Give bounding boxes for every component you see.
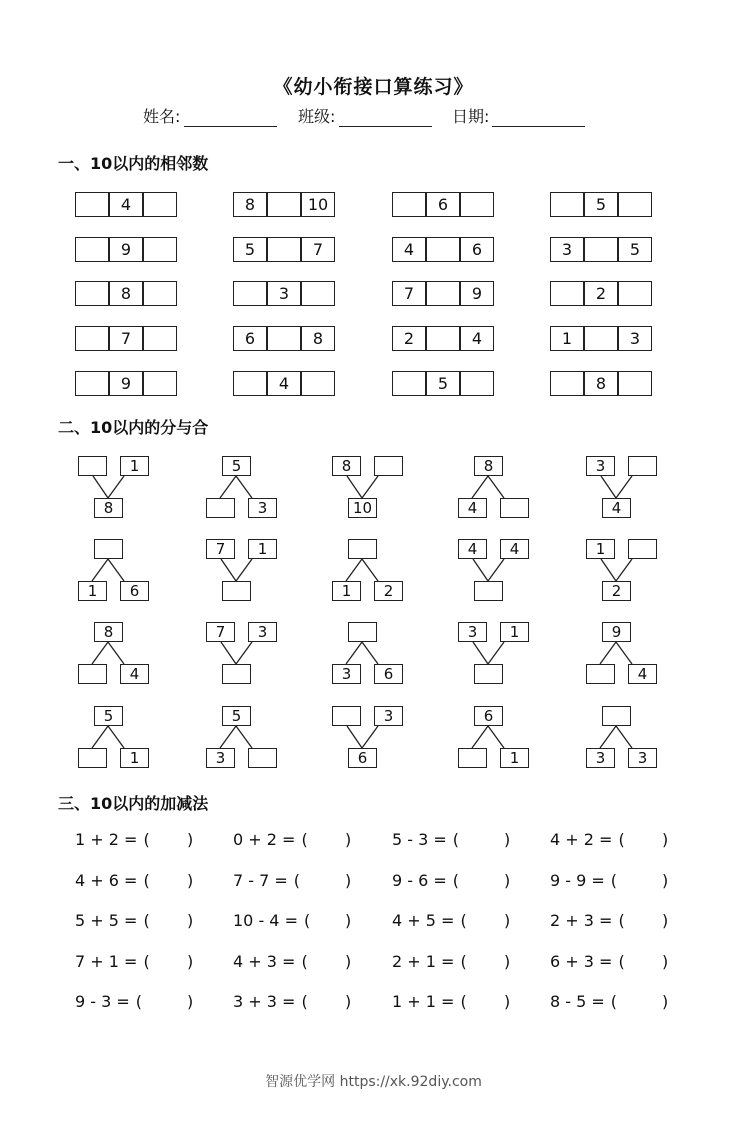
equation-item <box>75 952 197 974</box>
answer-box[interactable] <box>500 498 529 518</box>
connector-line <box>92 642 108 664</box>
equation-item <box>392 871 514 893</box>
number-bond <box>78 622 138 684</box>
part-box: 3 <box>628 748 657 768</box>
number-box: 4 <box>267 371 301 396</box>
open-paren: ( <box>460 952 467 971</box>
number-box: 2 <box>392 326 426 351</box>
number-bond <box>586 456 646 518</box>
answer-box[interactable] <box>618 281 652 306</box>
adjacent-number-group <box>233 237 335 262</box>
number-box: 9 <box>109 371 143 396</box>
date-label: 日期: <box>452 107 490 126</box>
answer-box[interactable] <box>143 192 177 217</box>
connector-line <box>600 642 616 664</box>
connector-line <box>362 476 378 498</box>
equation-text: 1 + 2 = ( <box>75 830 150 849</box>
total-box: 10 <box>348 498 377 518</box>
answer-box[interactable] <box>222 581 251 601</box>
answer-box[interactable] <box>267 237 301 262</box>
answer-box[interactable] <box>584 237 618 262</box>
number-box: 1 <box>550 326 584 351</box>
open-paren: ( <box>143 830 150 849</box>
close-paren: ) <box>504 871 511 890</box>
answer-box[interactable] <box>75 237 109 262</box>
connector-line <box>616 726 632 748</box>
close-paren: ) <box>504 952 511 971</box>
number-box: 3 <box>550 237 584 262</box>
part-box: 3 <box>332 664 361 684</box>
answer-box[interactable] <box>474 664 503 684</box>
equation-item <box>233 871 355 893</box>
number-box: 8 <box>301 326 335 351</box>
equation-item <box>75 911 197 933</box>
answer-box[interactable] <box>332 706 361 726</box>
connector-line <box>108 559 124 581</box>
equation-text: 5 - 3 = ( <box>392 830 460 849</box>
number-bond <box>586 706 646 768</box>
connector-line <box>616 476 632 498</box>
answer-box[interactable] <box>143 237 177 262</box>
total-box: 9 <box>602 622 631 642</box>
close-paren: ) <box>662 871 669 890</box>
open-paren: ( <box>610 992 618 1011</box>
equation-item <box>550 871 672 893</box>
equation-text: 4 + 2 = ( <box>550 830 625 849</box>
open-paren: ( <box>301 952 308 971</box>
connector-line <box>221 642 236 664</box>
close-paren: ) <box>504 992 511 1011</box>
total-box: 2 <box>602 581 631 601</box>
part-box: 1 <box>78 581 107 601</box>
number-bond <box>206 706 266 768</box>
equation-text: 8 - 5 = ( <box>550 992 618 1011</box>
connector-line <box>472 726 488 748</box>
part-box: 4 <box>458 498 487 518</box>
number-bond <box>78 706 138 768</box>
open-paren: ( <box>460 992 467 1011</box>
connector-line <box>347 476 362 498</box>
number-bond <box>206 456 266 518</box>
connector-line <box>220 476 236 498</box>
number-box: 7 <box>301 237 335 262</box>
equation-text: 9 - 3 = ( <box>75 992 143 1011</box>
adjacent-number-group <box>392 281 494 306</box>
part-box: 3 <box>458 622 487 642</box>
answer-box[interactable] <box>143 326 177 351</box>
equation-item <box>233 911 355 933</box>
part-box: 6 <box>120 581 149 601</box>
equation-item <box>75 830 197 852</box>
open-paren: ( <box>618 830 625 849</box>
connector-line <box>108 642 124 664</box>
answer-box[interactable] <box>301 371 335 396</box>
adjacent-number-group <box>392 371 494 396</box>
connector-line <box>236 559 252 581</box>
footer-watermark: 智源优学网 https://xk.92diy.com <box>265 1074 482 1090</box>
close-paren: ) <box>187 952 194 971</box>
connector-line <box>346 559 362 581</box>
part-box: 4 <box>120 664 149 684</box>
close-paren: ) <box>662 830 669 849</box>
number-box: 7 <box>109 326 143 351</box>
close-paren: ) <box>345 992 352 1011</box>
total-box: 4 <box>602 498 631 518</box>
adjacent-number-group <box>75 192 177 217</box>
part-box: 6 <box>374 664 403 684</box>
connector-line <box>472 476 488 498</box>
connector-line <box>108 726 124 748</box>
connector-line <box>236 642 252 664</box>
number-bond <box>458 539 518 601</box>
connector-line <box>601 476 616 498</box>
answer-box[interactable] <box>206 498 235 518</box>
number-box: 7 <box>392 281 426 306</box>
student-info-row <box>0 104 747 130</box>
part-box: 1 <box>120 456 149 476</box>
answer-box[interactable] <box>460 192 494 217</box>
equation-item <box>550 992 672 1014</box>
answer-box[interactable] <box>618 371 652 396</box>
part-box: 3 <box>586 456 615 476</box>
number-bond <box>458 456 518 518</box>
open-paren: ( <box>452 830 460 849</box>
part-box: 1 <box>500 748 529 768</box>
answer-box[interactable] <box>222 664 251 684</box>
connector-line <box>473 642 488 664</box>
part-box: 3 <box>248 498 277 518</box>
name-label: 姓名: <box>143 107 181 126</box>
part-box: 1 <box>120 748 149 768</box>
adjacent-number-group <box>233 281 335 306</box>
number-bond <box>206 539 266 601</box>
answer-box[interactable] <box>348 622 377 642</box>
open-paren: ( <box>143 911 150 930</box>
open-paren: ( <box>452 871 460 890</box>
number-bond <box>332 706 392 768</box>
connector-line <box>362 726 378 748</box>
adjacent-number-group <box>233 371 335 396</box>
part-box: 7 <box>206 539 235 559</box>
equation-item <box>75 992 197 1014</box>
answer-box[interactable] <box>426 326 460 351</box>
answer-box[interactable] <box>233 281 267 306</box>
equation-item <box>392 911 514 933</box>
answer-box[interactable] <box>78 664 107 684</box>
close-paren: ) <box>187 911 194 930</box>
answer-box[interactable] <box>584 326 618 351</box>
adjacent-number-group <box>550 281 652 306</box>
close-paren: ) <box>662 992 669 1011</box>
number-box: 9 <box>460 281 494 306</box>
open-paren: ( <box>303 911 311 930</box>
adjacent-number-group <box>233 192 335 217</box>
answer-box[interactable] <box>628 456 657 476</box>
answer-box[interactable] <box>75 192 109 217</box>
answer-box[interactable] <box>348 539 377 559</box>
adjacent-number-group <box>75 326 177 351</box>
total-box: 8 <box>94 498 123 518</box>
close-paren: ) <box>187 830 194 849</box>
number-box: 6 <box>460 237 494 262</box>
equation-item <box>233 952 355 974</box>
close-paren: ) <box>345 952 352 971</box>
answer-box[interactable] <box>602 706 631 726</box>
connector-line <box>488 726 504 748</box>
total-box: 5 <box>222 706 251 726</box>
name-field-line[interactable] <box>184 126 277 127</box>
open-paren: ( <box>460 911 467 930</box>
equation-item <box>550 952 672 974</box>
equation-item <box>550 911 672 933</box>
adjacent-number-group <box>233 326 335 351</box>
part-box: 8 <box>332 456 361 476</box>
close-paren: ) <box>345 911 352 930</box>
number-bond <box>332 456 392 518</box>
connector-line <box>488 642 504 664</box>
answer-box[interactable] <box>550 192 584 217</box>
number-box: 6 <box>233 326 267 351</box>
number-bond <box>78 456 138 518</box>
connector-line <box>473 559 488 581</box>
adjacent-number-group <box>75 371 177 396</box>
number-bond <box>332 539 392 601</box>
equation-text: 10 - 4 = ( <box>233 911 311 930</box>
answer-box[interactable] <box>248 748 277 768</box>
connector-line <box>221 559 236 581</box>
number-bond <box>458 706 518 768</box>
adjacent-number-group <box>550 192 652 217</box>
number-bond <box>332 622 392 684</box>
answer-box[interactable] <box>94 539 123 559</box>
answer-box[interactable] <box>586 664 615 684</box>
number-box: 5 <box>426 371 460 396</box>
answer-box[interactable] <box>75 371 109 396</box>
part-box: 4 <box>458 539 487 559</box>
connector-line <box>347 726 362 748</box>
number-box: 9 <box>109 237 143 262</box>
total-box: 5 <box>94 706 123 726</box>
section1-title: 一、10以内的相邻数 <box>58 154 209 173</box>
answer-box[interactable] <box>550 281 584 306</box>
open-paren: ( <box>135 992 143 1011</box>
answer-box[interactable] <box>474 581 503 601</box>
number-bond <box>206 622 266 684</box>
open-paren: ( <box>143 871 150 890</box>
equation-text: 4 + 5 = ( <box>392 911 467 930</box>
equation-text: 3 + 3 = ( <box>233 992 308 1011</box>
section3-title: 三、10以内的加减法 <box>58 794 209 813</box>
close-paren: ) <box>345 871 352 890</box>
answer-box[interactable] <box>426 237 460 262</box>
answer-box[interactable] <box>392 192 426 217</box>
number-bond <box>586 539 646 601</box>
answer-box[interactable] <box>301 281 335 306</box>
open-paren: ( <box>301 830 308 849</box>
answer-box[interactable] <box>75 281 109 306</box>
answer-box[interactable] <box>267 326 301 351</box>
adjacent-number-group <box>75 237 177 262</box>
adjacent-number-group <box>550 326 652 351</box>
part-box: 3 <box>374 706 403 726</box>
part-box: 3 <box>206 748 235 768</box>
number-box: 8 <box>109 281 143 306</box>
connector-line <box>92 559 108 581</box>
answer-box[interactable] <box>78 456 107 476</box>
number-box: 4 <box>392 237 426 262</box>
connector-line <box>220 726 236 748</box>
part-box: 4 <box>500 539 529 559</box>
equation-text: 4 + 6 = ( <box>75 871 150 890</box>
number-bond <box>458 622 518 684</box>
number-box: 2 <box>584 281 618 306</box>
equation-text: 0 + 2 = ( <box>233 830 308 849</box>
page-title: 《幼小衔接口算练习》 <box>273 76 474 98</box>
equation-item <box>233 830 355 852</box>
number-box: 8 <box>584 371 618 396</box>
adjacent-number-group <box>392 192 494 217</box>
close-paren: ) <box>504 911 511 930</box>
connector-line <box>600 726 616 748</box>
part-box: 1 <box>248 539 277 559</box>
answer-box[interactable] <box>143 281 177 306</box>
total-box: 6 <box>348 748 377 768</box>
adjacent-number-group <box>75 281 177 306</box>
open-paren: ( <box>301 992 308 1011</box>
answer-box[interactable] <box>460 371 494 396</box>
answer-box[interactable] <box>78 748 107 768</box>
part-box: 1 <box>586 539 615 559</box>
number-box: 4 <box>460 326 494 351</box>
part-box: 7 <box>206 622 235 642</box>
equation-item <box>75 871 197 893</box>
connector-line <box>236 476 252 498</box>
close-paren: ) <box>662 952 669 971</box>
connector-line <box>108 476 124 498</box>
equation-item <box>550 830 672 852</box>
close-paren: ) <box>187 871 194 890</box>
adjacent-number-group <box>550 371 652 396</box>
number-bond <box>586 622 646 684</box>
equation-text: 6 + 3 = ( <box>550 952 625 971</box>
equation-text: 7 + 1 = ( <box>75 952 150 971</box>
equation-text: 2 + 1 = ( <box>392 952 467 971</box>
connector-line <box>616 642 632 664</box>
total-box: 5 <box>222 456 251 476</box>
equation-text: 1 + 1 = ( <box>392 992 467 1011</box>
close-paren: ) <box>504 830 511 849</box>
connector-line <box>236 726 252 748</box>
open-paren: ( <box>143 952 150 971</box>
answer-box[interactable] <box>618 192 652 217</box>
equation-item <box>392 830 514 852</box>
answer-box[interactable] <box>392 371 426 396</box>
answer-box[interactable] <box>143 371 177 396</box>
open-paren: ( <box>610 871 618 890</box>
date-field-line[interactable] <box>492 126 585 127</box>
part-box: 1 <box>500 622 529 642</box>
class-label: 班级: <box>298 107 336 126</box>
connector-line <box>616 559 632 581</box>
part-box: 1 <box>332 581 361 601</box>
equation-item <box>392 952 514 974</box>
answer-box[interactable] <box>426 281 460 306</box>
equation-text: 9 - 9 = ( <box>550 871 618 890</box>
total-box: 6 <box>474 706 503 726</box>
answer-box[interactable] <box>550 371 584 396</box>
section2-title: 二、10以内的分与合 <box>58 418 209 437</box>
answer-box[interactable] <box>233 371 267 396</box>
number-box: 3 <box>267 281 301 306</box>
part-box: 3 <box>248 622 277 642</box>
equation-text: 5 + 5 = ( <box>75 911 150 930</box>
number-box: 5 <box>618 237 652 262</box>
connector-line <box>92 726 108 748</box>
answer-box[interactable] <box>267 192 301 217</box>
close-paren: ) <box>662 911 669 930</box>
open-paren: ( <box>618 911 625 930</box>
equation-text: 4 + 3 = ( <box>233 952 308 971</box>
open-paren: ( <box>293 871 301 890</box>
close-paren: ) <box>187 992 194 1011</box>
number-box: 10 <box>301 192 335 217</box>
equation-item <box>392 992 514 1014</box>
equation-text: 9 - 6 = ( <box>392 871 460 890</box>
open-paren: ( <box>618 952 625 971</box>
total-box: 8 <box>474 456 503 476</box>
close-paren: ) <box>345 830 352 849</box>
equation-text: 7 - 7 = ( <box>233 871 301 890</box>
number-box: 5 <box>584 192 618 217</box>
number-box: 3 <box>618 326 652 351</box>
answer-box[interactable] <box>628 539 657 559</box>
total-box: 8 <box>94 622 123 642</box>
number-bond <box>78 539 138 601</box>
answer-box[interactable] <box>374 456 403 476</box>
connector-line <box>488 559 504 581</box>
adjacent-number-group <box>392 237 494 262</box>
number-box: 6 <box>426 192 460 217</box>
adjacent-number-group <box>550 237 652 262</box>
number-box: 5 <box>233 237 267 262</box>
number-box: 8 <box>233 192 267 217</box>
connector-line <box>488 476 504 498</box>
adjacent-number-group <box>392 326 494 351</box>
connector-line <box>362 642 378 664</box>
connector-line <box>362 559 378 581</box>
part-box: 3 <box>586 748 615 768</box>
equation-text: 2 + 3 = ( <box>550 911 625 930</box>
connector-line <box>346 642 362 664</box>
part-box: 2 <box>374 581 403 601</box>
equation-item <box>233 992 355 1014</box>
answer-box[interactable] <box>75 326 109 351</box>
connector-line <box>93 476 108 498</box>
answer-box[interactable] <box>458 748 487 768</box>
number-box: 4 <box>109 192 143 217</box>
class-field-line[interactable] <box>339 126 432 127</box>
part-box: 4 <box>628 664 657 684</box>
connector-line <box>601 559 616 581</box>
